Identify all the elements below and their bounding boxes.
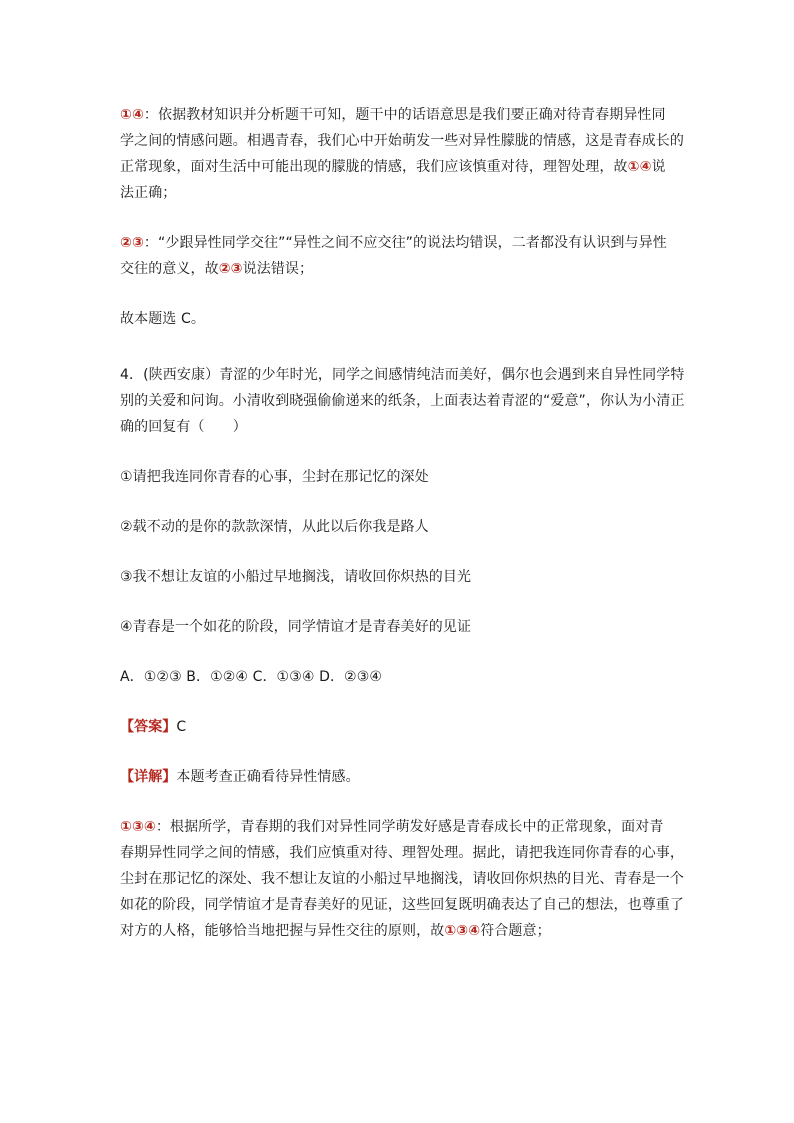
question-item-text: ①请把我连同你青春的心事，尘封在那记忆的深处: [120, 469, 429, 485]
document-content: [120, 102, 685, 966]
analysis-text: ：“少跟异性同学交往”“异性之间不应交往”的说法均错误，二者都没有认识到与异性: [143, 235, 667, 251]
analysis-text: ：依据教材知识并分析题干可知，题干中的话语意思是我们要正确对待青春期异性同: [143, 107, 666, 123]
analysis-text: 对方的人格，能够恰当地把握与异性交往的原则，故: [120, 923, 445, 939]
answer-options: [120, 664, 680, 690]
option-marker-inline-2-3: ②③: [218, 261, 243, 277]
answer-label: 【答案】: [120, 719, 177, 735]
option-marker-1-4: ①④: [120, 107, 144, 123]
question-text: 别的关爱和问询。小清收到晓强偷偷递来的纸条，上面表达着青涩的“爱意”，你认为小清正: [120, 393, 685, 409]
detail-line: [120, 764, 680, 790]
analysis-paragraph-2: [120, 230, 680, 282]
detail-label: 【详解】: [120, 769, 177, 785]
analysis-text: 法正确；: [120, 185, 177, 201]
detail-text: 本题考查正确看待异性情感。: [176, 769, 360, 785]
option-marker-2-3: ②③: [120, 235, 144, 251]
analysis-text: 如花的阶段，同学情谊才是青春美好的见证，这些回复既明确表达了自己的想法，也尊重了: [120, 897, 684, 913]
question-item-1: [120, 464, 680, 490]
question-item-text: ②载不动的是你的款款深情，从此以后你我是路人: [120, 519, 429, 535]
question-text: 确的回复有（ ）: [120, 419, 247, 435]
analysis-text: 学之间的情感问题。相遇青春，我们心中开始萌发一些对异性朦胧的情感，这是青春成长的: [120, 133, 684, 149]
question-item-text: ③我不想让友谊的小船过早地搁浅，请收回你炽热的目光: [120, 569, 472, 585]
analysis-text: 尘封在那记忆的深处、我不想让友谊的小船过早地搁浅，请收回你炽热的目光、青春是一个: [120, 871, 684, 887]
question-item-4: [120, 614, 680, 640]
answer-value: C: [176, 719, 187, 735]
question-item-text: ④青春是一个如花的阶段，同学情谊才是青春美好的见证: [120, 619, 472, 635]
analysis-paragraph-3: [120, 814, 684, 944]
analysis-text: 春期异性同学之间的情感，我们应慎重对待、理智处理。据此，请把我连同你青春的心事，: [120, 845, 684, 861]
question-item-2: [120, 514, 680, 540]
option-marker-inline-1-3-4: ①③④: [444, 923, 481, 939]
answer-line: [120, 714, 680, 740]
option-marker-inline-1-4: ①④: [627, 159, 652, 175]
analysis-paragraph-1: [120, 102, 684, 206]
question-text: 4．(陕西安康）青涩的少年时光，同学之间感情纯洁而美好，偶尔也会遇到来自异性同学特: [120, 367, 685, 383]
analysis-text: 正常现象，面对生活中可能出现的朦胧的情感，我们应该慎重对待，理智处理，故: [120, 159, 628, 175]
analysis-text: 说: [651, 159, 666, 175]
analysis-text: 符合题意；: [480, 923, 551, 939]
question-item-3: [120, 564, 680, 590]
conclusion-line: [120, 306, 680, 332]
analysis-text: 说法错误；: [242, 261, 314, 277]
analysis-text: 交往的意义，故: [120, 261, 219, 277]
conclusion-text: 故本题选 C。: [120, 311, 205, 327]
option-marker-1-3-4: ①③④: [120, 819, 156, 835]
answer-options-text: A．①②③ B．①②④ C．①③④ D．②③④: [120, 669, 382, 685]
analysis-text: ：根据所学，青春期的我们对异性同学萌发好感是青春成长中的正常现象，面对青: [155, 819, 664, 835]
question-stem: [120, 362, 685, 440]
